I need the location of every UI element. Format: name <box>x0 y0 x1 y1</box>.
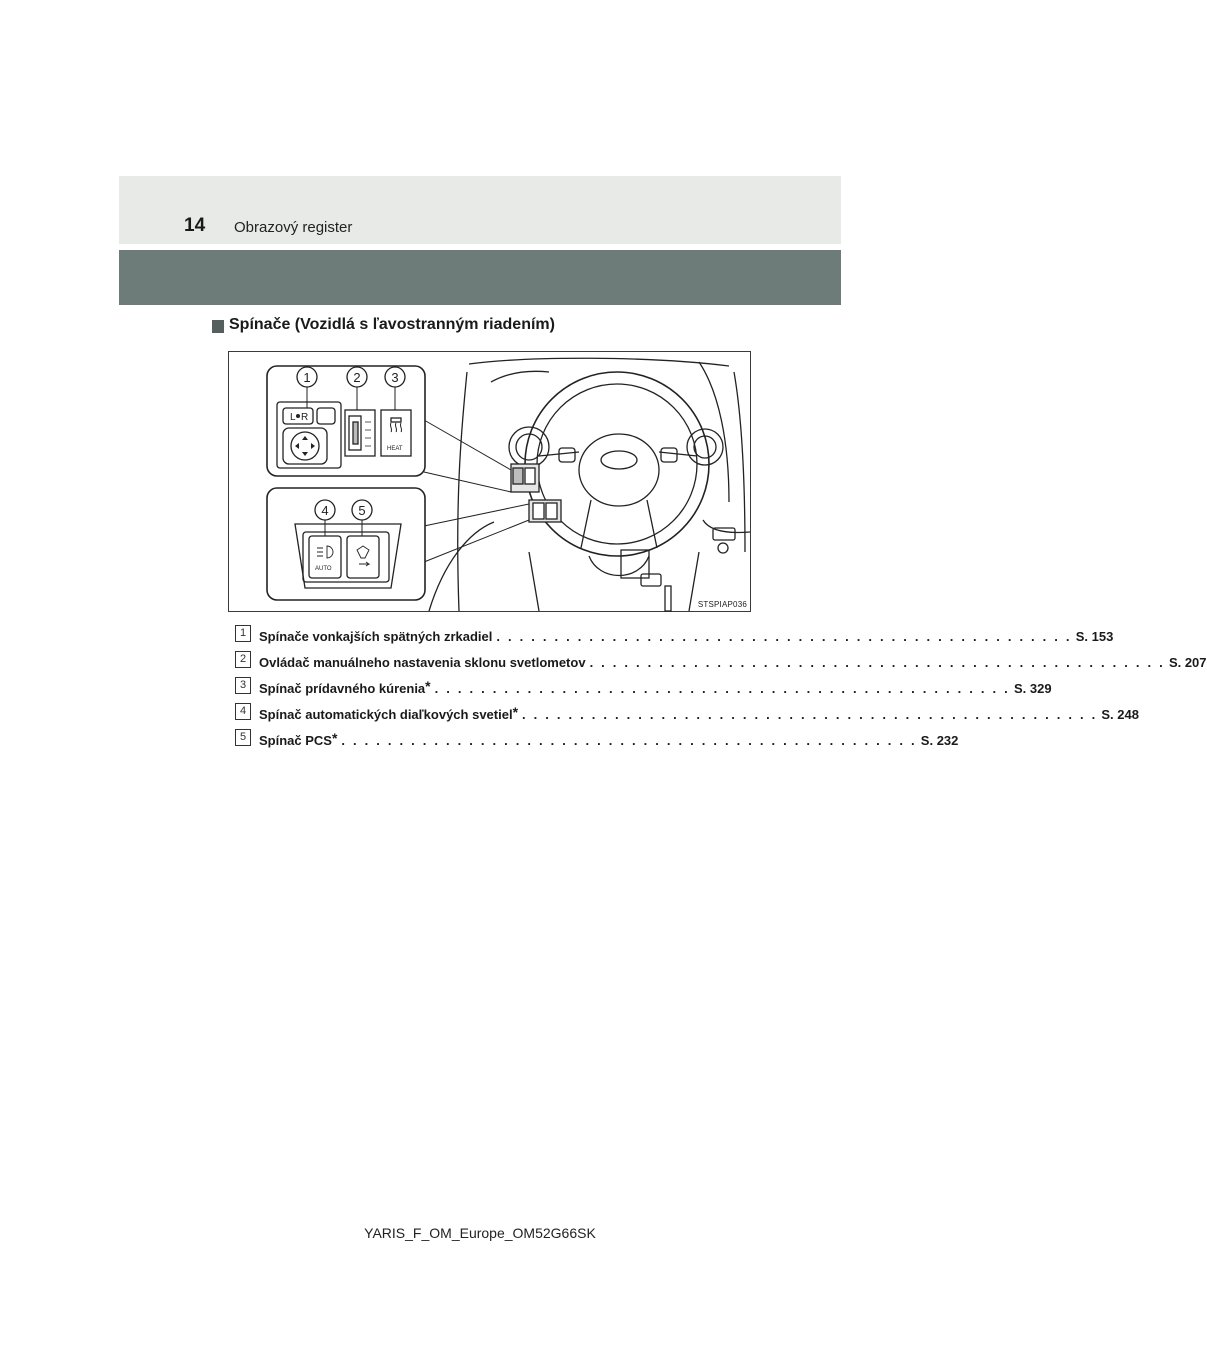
footnote-star-icon: * <box>512 704 519 720</box>
list-item <box>235 702 1139 728</box>
svg-text:3: 3 <box>391 370 399 385</box>
svg-text:4: 4 <box>321 503 329 518</box>
dot-leader: . . . . . . . . . . . . . . . . . . . . . . . . . . . . . . . . . . . . . . . . . . . . . . . . . . <box>341 733 917 748</box>
svg-text:5: 5 <box>358 503 366 518</box>
switch-list <box>235 624 1207 754</box>
item-number-badge: 3 <box>235 677 251 694</box>
svg-text:2: 2 <box>353 370 361 385</box>
item-number-badge: 4 <box>235 703 251 720</box>
item-label: Ovládač manuálneho nastavenia sklonu svetlometov <box>259 655 586 670</box>
header-bar <box>119 250 841 305</box>
item-label: Spínač PCS* <box>259 730 338 748</box>
list-item <box>235 624 1114 650</box>
svg-text:1: 1 <box>303 370 311 385</box>
list-item <box>235 676 1052 702</box>
item-entry[interactable] <box>259 704 1139 722</box>
chapter-title: Obrazový register <box>234 219 353 236</box>
svg-text:R: R <box>301 412 309 423</box>
page-reference[interactable]: S. 329 <box>1013 681 1052 696</box>
item-entry[interactable] <box>259 678 1052 696</box>
page-reference[interactable]: S. 248 <box>1101 707 1139 722</box>
dot-leader: . . . . . . . . . . . . . . . . . . . . . . . . . . . . . . . . . . . . . . . . . . . . . . . . . . <box>522 707 1098 722</box>
item-entry[interactable] <box>259 629 1114 644</box>
dot-leader: . . . . . . . . . . . . . . . . . . . . . . . . . . . . . . . . . . . . . . . . . . . . . . . . . . <box>496 629 1072 644</box>
dot-leader: . . . . . . . . . . . . . . . . . . . . . . . . . . . . . . . . . . . . . . . . . . . . . . . . . . <box>434 681 1010 696</box>
document-footer: YARIS_F_OM_Europe_OM52G66SK <box>364 1225 596 1241</box>
item-label: Spínače vonkajších spätných zrkadiel <box>259 629 493 644</box>
page-reference[interactable]: S. 232 <box>920 733 959 748</box>
item-number-badge: 1 <box>235 625 251 642</box>
page-reference[interactable]: S. 207 <box>1168 655 1207 670</box>
page-number: 14 <box>184 215 206 236</box>
page-reference[interactable]: S. 153 <box>1075 629 1114 644</box>
item-label: Spínač automatických diaľkových svetiel* <box>259 704 519 722</box>
item-number-badge: 2 <box>235 651 251 668</box>
svg-text:L: L <box>290 412 296 423</box>
dot-leader: . . . . . . . . . . . . . . . . . . . . . . . . . . . . . . . . . . . . . . . . . . . . . . . . . . <box>589 655 1165 670</box>
section-title: Spínače (Vozidlá s ľavostranným riadením) <box>229 316 555 333</box>
list-item <box>235 650 1207 676</box>
svg-text:AUTO: AUTO <box>315 566 332 572</box>
figure-code: STSPIAP036 <box>697 600 747 609</box>
switches-illustration <box>228 351 751 612</box>
footnote-star-icon: * <box>425 678 431 694</box>
item-label: Spínač prídavného kúrenia* <box>259 678 431 696</box>
item-number-badge: 5 <box>235 729 251 746</box>
list-item <box>235 728 959 754</box>
footnote-star-icon: * <box>331 730 338 746</box>
item-entry[interactable] <box>259 655 1207 670</box>
section-square-icon <box>212 320 224 333</box>
header-band <box>119 176 841 244</box>
svg-text:HEAT: HEAT <box>387 446 403 452</box>
item-entry[interactable] <box>259 730 959 748</box>
